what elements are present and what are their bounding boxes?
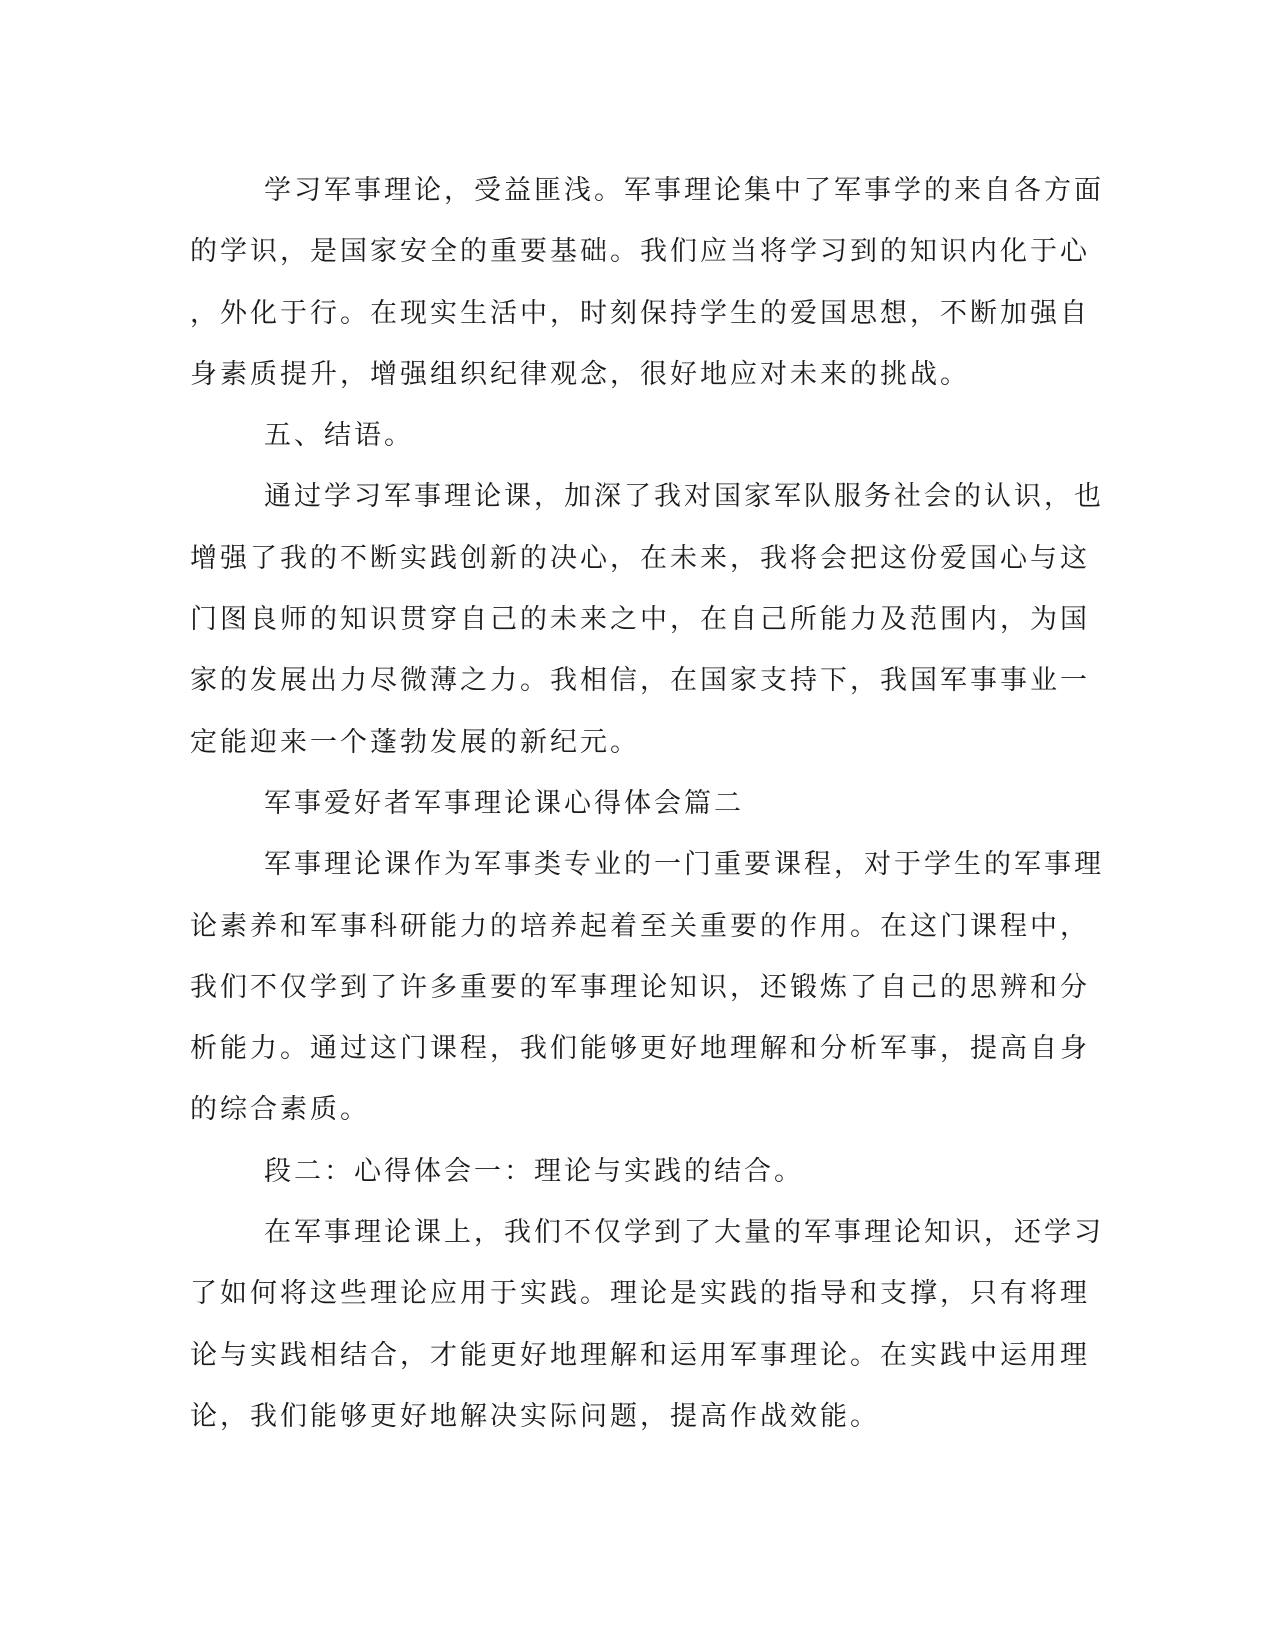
paragraph-line: 增强了我的不断实践创新的决心，在未来，我将会把这份爱国心与这 [190,542,1090,574]
paragraph-line: 在军事理论课上，我们不仅学到了大量的军事理论知识，还学习 [264,1217,1104,1249]
paragraph-line: 家的发展出力尽微薄之力。我相信，在国家支持下，我国军事事业一 [190,665,1090,697]
paragraph-line: 论与实践相结合，才能更好地理解和运用军事理论。在实践中运用理 [190,1339,1090,1371]
section-heading: 五、结语。 [264,420,414,452]
article-title: 军事爱好者军事理论课心得体会篇二 [264,787,744,819]
paragraph-line: 身素质提升，增强组织纪律观念，很好地应对未来的挑战。 [190,358,970,390]
document-body [190,160,1104,1447]
paragraph-line: 军事理论课作为军事类专业的一门重要课程，对于学生的军事理 [264,849,1104,881]
paragraph-line: 论，我们能够更好地解决实际问题，提高作战效能。 [190,1400,880,1432]
paragraph-line: 定能迎来一个蓬勃发展的新纪元。 [190,726,640,758]
paragraph-line: 了如何将这些理论应用于实践。理论是实践的指导和支撑，只有将理 [190,1278,1090,1310]
paragraph-line: 我们不仅学到了许多重要的军事理论知识，还锻炼了自己的思辨和分 [190,971,1090,1003]
paragraph-line: 的学识，是国家安全的重要基础。我们应当将学习到的知识内化于心 [190,236,1090,268]
section-heading: 段二：心得体会一：理论与实践的结合。 [264,1155,804,1187]
paragraph-line: 门图良师的知识贯穿自己的未来之中，在自己所能力及范围内，为国 [190,604,1090,636]
paragraph-line: 通过学习军事理论课，加深了我对国家军队服务社会的认识，也 [264,481,1104,513]
paragraph-line: 学习军事理论，受益匪浅。军事理论集中了军事学的来自各方面 [264,175,1104,206]
paragraph-line: ，外化于行。在现实生活中，时刻保持学生的爱国思想，不断加强自 [190,297,1090,329]
paragraph-line: 析能力。通过这门课程，我们能够更好地理解和分析军事，提高自身 [190,1033,1090,1065]
paragraph-line: 论素养和军事科研能力的培养起着至关重要的作用。在这门课程中， [190,910,1090,942]
paragraph-line: 的综合素质。 [190,1094,370,1126]
